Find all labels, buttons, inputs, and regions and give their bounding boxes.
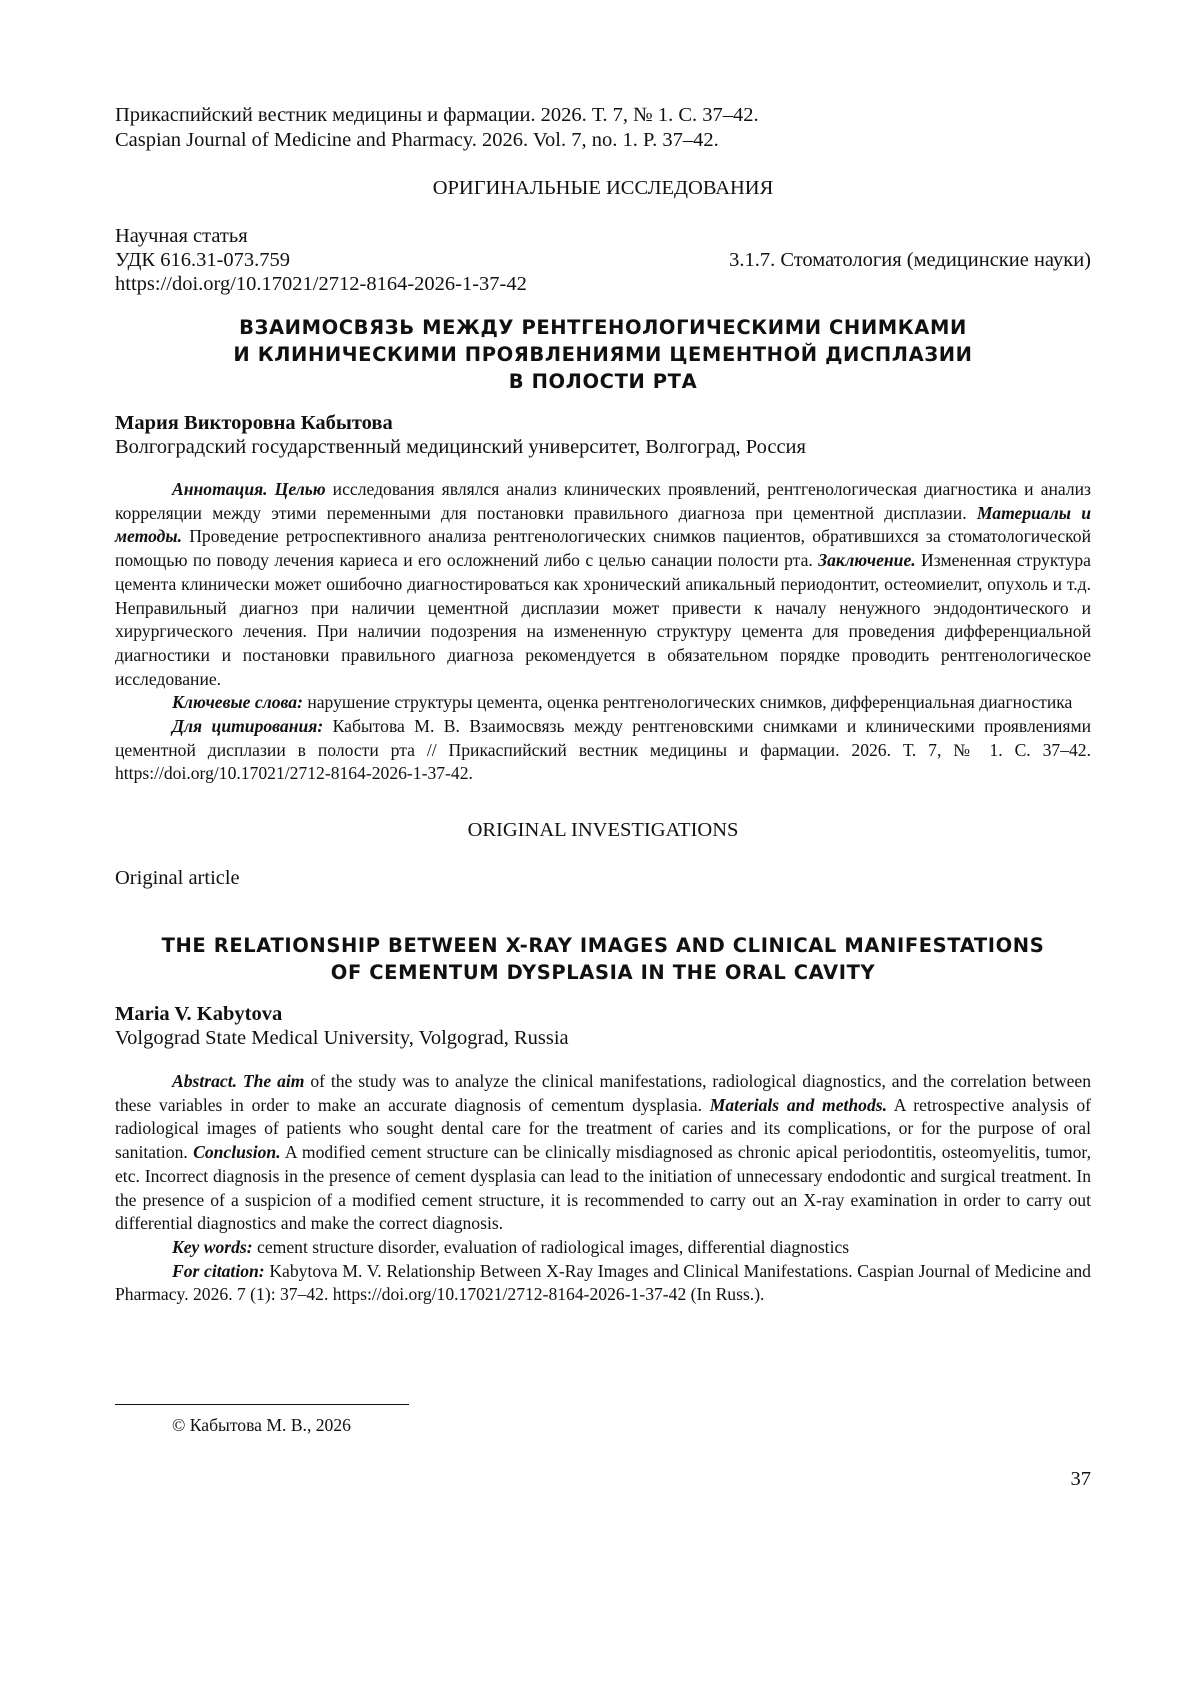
keywords-label-ru: Ключевые слова: [172,692,303,713]
methods-label-ru: Материалы и методы. [115,502,1091,547]
article-title-en [115,932,1091,986]
specialty: 3.1.7. Стоматология (медицинские науки) [729,249,1091,271]
abstract-en-label: Abstract. [172,1071,238,1091]
keywords-ru [115,691,1091,715]
conclusion-label-en: Conclusion. [193,1142,281,1163]
methods-label-en: Materials and methods. [709,1094,888,1115]
citation-text-en: Kabytova M. V. Relationship Between X-Ray Images and Clinical Manifestations. Caspian Journal of Medicine and Pharmacy. 2026. 7 (1): 37–42. https://doi.org/10.17021/2712-8164-2026-1-37-42 (In Russ.). [115,1260,1091,1305]
abstract-ru-label: Аннотация. [172,479,268,499]
conclusion-text-ru: Измененная структура цемента клинически может ошибочно диагностироваться как хронический апикальный периодонтит, остеомиелит, опухоль и т.д. Неправильный диагноз при наличии цементной дисплазии может привести к началу ненужного эндодонтического и хирургического лечения. При наличии подозрения на измененную структуру цемента для проведения дифференциальной диагностики и постановки правильного диагноза рекомендуется в обязательном порядке проводить рентгенологическое исследование. [115,550,1091,689]
methods-text-en: A retrospective analysis of radiological images of patients who sought dental care for the treatment of caries and its complications, or for the purpose of oral sanitation. [115,1094,1091,1163]
citation-label-ru: Для цитирования: [172,716,324,737]
journal-citation-en: Caspian Journal of Medicine and Pharmacy. 2026. Vol. 7, no. 1. P. 37–42. [115,129,719,151]
copyright-footnote: © Кабытова М. В., 2026 [172,1415,351,1435]
title-en-line-1: THE RELATIONSHIP BETWEEN X-RAY IMAGES AND CLINICAL MANIFESTATIONS [161,934,1045,957]
keywords-en [115,1236,1091,1260]
methods-text-ru: Проведение ретроспективного анализа рентгенологических снимков пациентов, обратившихся за стоматологической помощью по поводу лечения кариеса и его осложнений либо с целью санации полости рта. [115,526,1091,571]
title-en-line-2: OF CEMENTUM DYSPLASIA IN THE ORAL CAVITY [330,961,876,984]
title-ru-line-1: ВЗАИМОСВЯЗЬ МЕЖДУ РЕНТГЕНОЛОГИЧЕСКИМИ СНИМКАМИ [239,316,967,339]
page-number: 37 [1070,1468,1091,1490]
citation-text-ru: Кабытова М. В. Взаимосвязь между рентгеновскими снимками и клиническими проявлениями цементной дисплазии в полости рта // Прикаспийский вестник медицины и фармации. 2026. Т. 7, № 1. С. 37–42. https://doi.org/10.17021/2712-8164-2026-1-37-42. [115,716,1092,784]
abstract-en-paragraph [115,1070,1091,1236]
keywords-label-en: Key words: [172,1236,253,1257]
title-ru-line-2: И КЛИНИЧЕСКИМИ ПРОЯВЛЕНИЯМИ ЦЕМЕНТНОЙ ДИСПЛАЗИИ [233,343,973,366]
abstract-en [115,1070,1091,1307]
title-ru-line-3: В ПОЛОСТИ РТА [508,370,698,393]
author-name-ru: Мария Викторовна Кабытова [115,412,393,434]
conclusion-text-en: A modified cement structure can be clinically misdiagnosed as chronic apical periodontitis, osteomyelitis, tumor, etc. Incorrect diagnosis in the presence of cement dysplasia can lead to the initiation of unnecessary endodontic and surgical treatment. In the presence of a suspicion of a modified cement structure, it is recommended to carry out an X-ray examination in order to carry out differential diagnostics and make the correct diagnosis. [115,1142,1091,1234]
udk: УДК 616.31-073.759 [115,249,291,271]
citation-en [115,1260,1091,1307]
article-type-en: Original article [115,867,240,889]
article-page [115,0,1091,1697]
article-title-ru [115,314,1091,395]
author-affiliation-ru: Волгоградский государственный медицинский университет, Волгоград, Россия [115,436,806,458]
footnote-divider [115,1404,409,1405]
citation-ru [115,715,1091,786]
article-type-ru: Научная статья [115,225,248,247]
aim-label-en: The aim [242,1071,305,1091]
abstract-ru [115,478,1091,786]
journal-citation-ru: Прикаспийский вестник медицины и фармации. 2026. Т. 7, № 1. С. 37–42. [115,104,759,126]
doi-link[interactable]: https://doi.org/10.17021/2712-8164-2026-1-37-42 [115,273,527,295]
abstract-ru-paragraph [115,478,1091,691]
section-heading-ru: ОРИГИНАЛЬНЫЕ ИССЛЕДОВАНИЯ [432,177,774,199]
aim-text-en: of the study was to analyze the clinical manifestations, radiological diagnostics, and the correlation between these variables in order to make an accurate diagnosis of cementum dysplasia. [115,1071,1092,1115]
aim-label-ru: Целью [274,479,326,499]
keywords-text-ru: нарушение структуры цемента, оценка рентгенологических снимков, дифференциальная диагностика [302,692,1073,713]
author-affiliation-en: Volgograd State Medical University, Volgograd, Russia [115,1027,569,1049]
section-heading-en: ORIGINAL INVESTIGATIONS [467,819,739,841]
citation-label-en: For citation: [172,1260,265,1281]
author-name-en: Maria V. Kabytova [115,1003,283,1025]
aim-text-ru: исследования являлся анализ клинических проявлений, рентгенологическая диагностика и анализ корреляции между этими переменными для постановки правильного диагноза при цементной дисплазии. [115,479,1091,523]
conclusion-label-ru: Заключение. [818,550,916,571]
keywords-text-en: cement structure disorder, evaluation of radiological images, differential diagnostics [252,1236,850,1257]
